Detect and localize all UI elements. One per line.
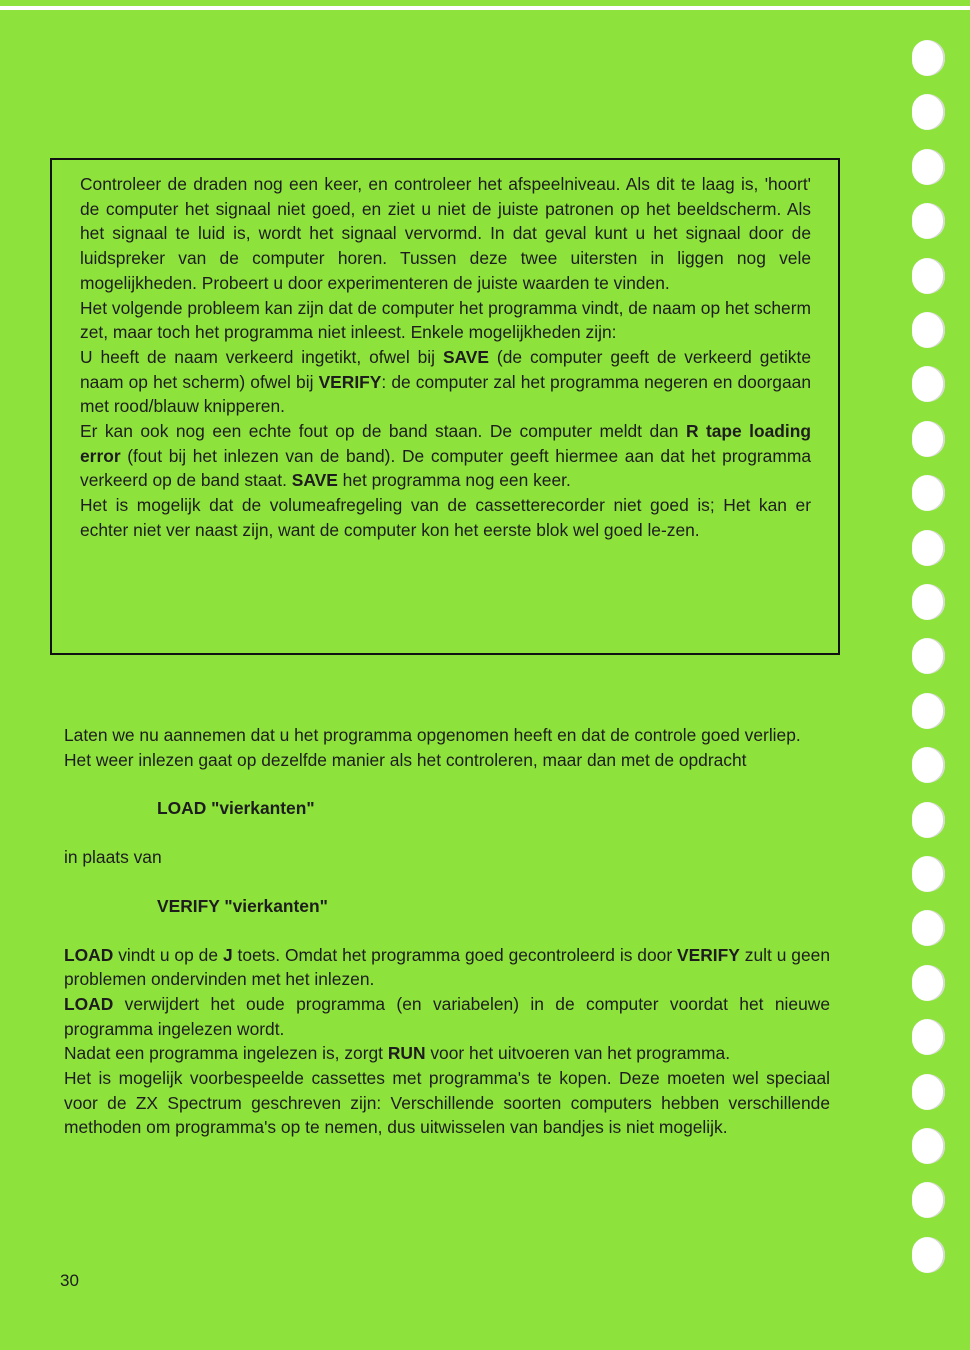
body-paragraph-5: LOAD verwijdert het oude programma (en variabelen) in de computer voordat het nieuwe programma ingelezen wordt. [64,993,830,1039]
binder-hole [912,203,945,239]
info-paragraph-2: Het volgende probleem kan zijn dat de computer het programma vindt, de naam op het scherm zet, maar toch het programma niet inleest. Enkele mogelijkheden zijn: [80,297,811,343]
body-paragraph-2: Het weer inlezen gaat op dezelfde manier als het controleren, maar dan met de opdracht [64,749,747,770]
info-paragraph-4: Er kan ook nog een echte fout op de band staan. De computer meldt dan R tape loading error (fout bij het inlezen van de band). De computer geeft hiermee aan dat het programma verkeerd op de band staat. SAVE het programma nog een keer. [80,421,811,491]
binder-hole [912,1182,945,1218]
binder-hole [912,584,945,620]
body-paragraph-4: LOAD vindt u op de J toets. Omdat het programma goed gecontroleerd is door VERIFY zult u geen problemen ondervinden met het inlezen. [64,944,830,990]
body-paragraph-3: in plaats van [64,847,162,868]
binder-hole [912,965,945,1001]
binder-hole [912,94,945,130]
binder-hole [912,1237,945,1273]
binder-hole [912,1019,945,1055]
binder-hole [912,910,945,946]
binder-holes [912,40,952,1330]
info-box-text [80,172,811,543]
info-paragraph-5: Het is mogelijk dat de volumeafregeling van de cassetterecorder niet goed is; Het kan er echter niet ver naast zijn, want de computer kon het eerste blok wel goed le-zen. [80,495,811,540]
binder-hole [912,366,945,402]
binder-hole [912,530,945,566]
binder-hole [912,638,945,674]
info-paragraph-3: U heeft de naam verkeerd ingetikt, ofwel bij SAVE (de computer geeft de verkeerd getikte naam op het scherm) ofwel bij VERIFY: de computer zal het programma negeren en doorgaan met rood/blauw knipperen. [80,346,812,417]
top-edge [0,6,970,10]
binder-hole [912,421,945,457]
page-number: 30 [60,1271,79,1290]
binder-hole [912,856,945,892]
body-paragraph-6: Nadat een programma ingelezen is, zorgt RUN voor het uitvoeren van het programma. [64,1043,731,1064]
info-paragraph-1: Controleer de draden nog een keer, en controleer het afspeelniveau. Als dit te laag is, 'hoort' de computer het signaal niet goed, en ziet u niet de juiste patronen op het beeldscherm. Als het signaal te luid is, wordt het signaal vervormd. In dat geval kunt u het signaal door de luidspreker van de computer horen. Tussen deze twee uitersten in liggen nog vele mogelijkheden. Probeert u door experimenteren de juiste waarden te vinden. [80,174,811,293]
binder-hole [912,149,945,185]
binder-hole [912,475,945,511]
binder-hole [912,40,945,76]
command-verify: VERIFY "vierkanten" [157,895,328,916]
binder-hole [912,312,945,348]
command-load: LOAD "vierkanten" [157,798,315,819]
binder-hole [912,747,945,783]
binder-hole [912,1074,945,1110]
body-paragraph-1: Laten we nu aannemen dat u het programma opgenomen heeft en dat de controle goed verliep. [64,725,801,745]
binder-hole [912,802,945,838]
binder-hole [912,1128,945,1164]
binder-hole [912,693,945,729]
binder-hole [912,258,945,294]
body-paragraph-7: Het is mogelijk voorbespeelde cassettes met programma's te kopen. Deze moeten wel speciaal voor de ZX Spectrum geschreven zijn: Verschillende soorten computers hebben verschillende methoden om programma's op te nemen, dus uitwisselen van bandjes is niet mogelijk. [64,1068,830,1138]
main-text [64,723,830,1140]
